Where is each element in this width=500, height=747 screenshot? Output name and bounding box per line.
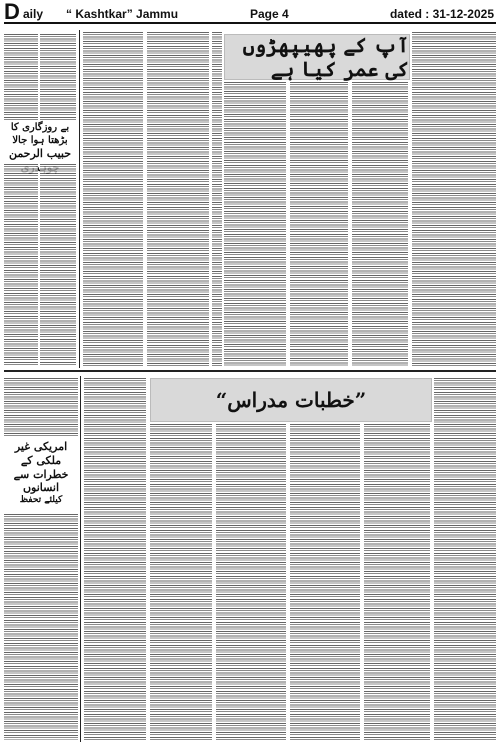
text-column [364, 424, 430, 740]
text-column [4, 164, 38, 366]
text-column [40, 34, 76, 120]
article-author: حبیب الرحمن [8, 147, 72, 160]
text-column [4, 34, 38, 120]
masthead [4, 2, 496, 24]
section-divider [4, 370, 496, 372]
article-title-left-bottom [4, 440, 78, 510]
text-column [412, 32, 496, 366]
text-column [290, 82, 348, 366]
text-column [290, 424, 360, 740]
text-column [147, 32, 209, 366]
text-column [84, 378, 146, 740]
column-rule [79, 30, 80, 368]
text-column [224, 82, 286, 366]
headline-text: آپ کے پھیپھڑوں کی عمر کیا ہے [242, 33, 409, 81]
article-title-line: کیلئے تحفظ [19, 495, 63, 505]
text-column [83, 32, 143, 366]
text-column [4, 378, 78, 436]
text-column [352, 82, 408, 366]
text-column [150, 424, 212, 740]
text-column [434, 378, 496, 740]
article-title-left-top [4, 122, 76, 162]
article-title-line: خطرات سے انسانوں [13, 467, 69, 495]
text-column [216, 424, 286, 740]
column-rule [80, 376, 81, 742]
text-column [4, 514, 78, 740]
masthead-daily: aily [23, 7, 44, 21]
text-column [212, 32, 222, 366]
article-title-line: امریکی غیر ملکی کے [14, 440, 68, 467]
text-column [40, 164, 76, 366]
masthead-page-number: Page 4 [250, 7, 289, 21]
masthead-date: dated : 31-12-2025 [389, 7, 494, 21]
masthead-initial: D [4, 0, 20, 24]
masthead-paper-name: “ Kashtkar” Jammu [66, 7, 179, 21]
headline-text: ”خطبات مدراس“ [215, 388, 367, 412]
headline-lung-age [224, 34, 410, 80]
headline-khutbat-madras [150, 378, 432, 422]
article-title: بے روزگاری کا بڑھتا ہوا جالا [10, 122, 70, 146]
